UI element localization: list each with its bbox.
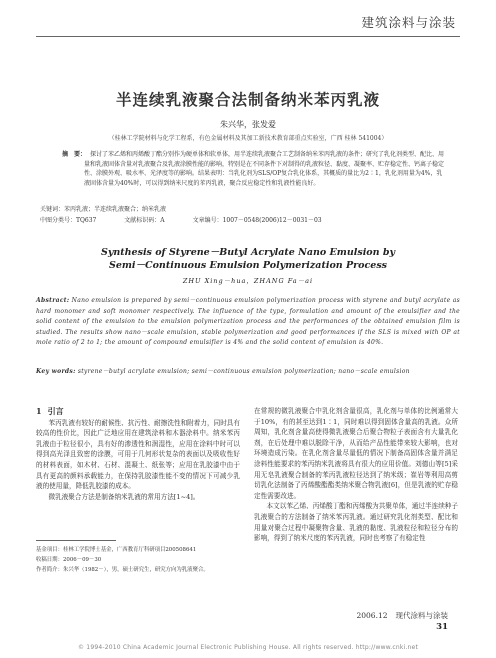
- article-number: 文章编号：1007－0548(2006)12－0031－03: [192, 217, 322, 224]
- keywords-cn-label: 关键词：: [40, 206, 65, 213]
- header-rule: [36, 36, 460, 37]
- clc-number: 中图分类号：TQ637: [40, 217, 97, 224]
- footnote-received: 收稿日期：2006－09－30: [36, 557, 102, 563]
- footnote: [36, 545, 240, 575]
- keywords-en-label: Key words:: [36, 368, 76, 375]
- abstract-en-text: Nano emulsion is prepared by semi－continuous emulsion polymerization process with styrene and butyl acrylate as hard monomer and soft monomer respectively. The influence of the type, formulation and amount of the emulsifier and the solid content of the emulsion to the emulsion polymerization process and the performances of the obtained emulsion film is studied. The results show nano－scale emulsion, stable polymerization and good performances if the SLS is mixed with OP at mole ratio of 2 to 1; the amount of compound emulsifier is 4% and the solid content of emulsion is 40%.: [36, 297, 460, 346]
- section-heading-intro: [36, 406, 240, 417]
- authors-en: ZHU Xing－hua，ZHANG Fa－ai: [182, 277, 314, 285]
- document-code: 文献标识码：A: [124, 217, 165, 224]
- paper-title-en-line2: Semi－Continuous Emulsion Polymerization Process: [108, 260, 388, 271]
- body-paragraph: 在常规的微乳液聚合中乳化剂含量很高，乳化剂与单体的比例通常大于10%，有的甚至达到1∶1，同时难以得到固体含量高的乳液。众所周知，乳化剂含量高使得微乳液聚合后聚合物粒子表面含有大量乳化剂，在后处理中难以脱除干净，从而给产品性能带来较大影响，也对环境造成污染。在乳化剂含量尽量低的情况下制备高固体含量并满足涂料性能要求的苯丙纳米乳液将具有很大的应用价值。刘德山等[5]采用无皂乳液聚合制备的苯丙乳液粒径达到了纳米级；崔岩等利用高剪切乳化法制备了丙烯酸酯酯类纳米聚合物乳液[6]，但是乳液的贮存稳定性需要改进。: [254, 407, 458, 500]
- classification-line: [40, 215, 348, 224]
- body-column-left: [36, 406, 240, 502]
- keywords-cn-text: 苯丙乳液；半连续乳液聚合；纳米乳液: [64, 206, 167, 213]
- body-paragraph: 微乳液聚合方法是制备纳米乳液的常用方法[1~4]。: [48, 492, 200, 501]
- copyright-line: © 1994-2010 China Academic Journal Electronic Publishing House. All rights reserved. http://www.cnki.net: [78, 644, 418, 651]
- journal-header: 建筑涂料与涂装: [361, 15, 456, 30]
- footer-issue: [348, 610, 448, 621]
- keywords-en: [36, 366, 460, 375]
- footer-journal-name: 现代涂料与涂装: [395, 611, 448, 620]
- section-number: 1: [36, 406, 42, 416]
- abstract-cn-label: 摘 要：: [62, 151, 87, 158]
- affiliation-cn: （桂林工学院材料与化学工程系，有色金属材料及其加工新技术教育部重点实验室，广西 桂林 541004）: [108, 135, 388, 142]
- page-number: 31: [436, 622, 448, 632]
- body-column-right: [254, 406, 458, 544]
- abstract-cn-text: 探讨了苯乙烯和丙烯酸丁酯分别作为硬单体和软单体，用半连续乳液聚合工艺制备纳米苯丙乳液的条件；研究了乳化剂类型、配比、用量和乳液固体含量对乳液聚合及乳液涂膜性能的影响，特别是在不同条件下对制得的乳液粒径、黏度、凝聚率、贮存稳定性、钙离子稳定性、涂膜外观、吸水率、光泽度等的影响。结果表明：当乳化剂为SLS/OP复合乳化体系，其概质的量比为2∶1，乳化剂用量为4%，乳液固体含量为40%时，可以得到纳米尺度的苯丙乳液，聚合反应稳定性和乳液性能良好。: [84, 151, 445, 187]
- paper-title-en: [0, 246, 496, 272]
- paper-title-cn: 半连续乳液聚合法制备纳米苯丙乳液: [115, 90, 380, 109]
- keywords-cn: [40, 204, 166, 213]
- footnote-author: 作者简介：朱兴华（1982－），男，硕士研究生，研究方向为乳液聚合。: [36, 567, 209, 573]
- paper-title-en-line1: Synthesis of Styrene－Butyl Acrylate Nano Emulsion by: [100, 247, 396, 258]
- abstract-en: [36, 296, 460, 349]
- footnote-fund: 基金项目：桂林工学院博士基金，广西教育厅科研项目200508641: [36, 547, 197, 553]
- footer-issue-date: 2006.12: [356, 611, 388, 620]
- abstract-cn: [62, 150, 446, 188]
- authors-cn: 朱兴华，张发爱: [220, 120, 276, 129]
- abstract-en-label: Abstract:: [36, 297, 70, 304]
- section-title: 引言: [47, 406, 64, 416]
- body-paragraph: 苯丙乳液有较好的耐候性、抗污性、耐擦洗性和附着力，同时具有较高的性价比，因此广泛地应用在建筑涂料和木器涂料中。纳米苯丙乳液由于粒径很小，具有好的渗透性和润湿性，应用在涂料中时可以得到高光泽且致密的涂膜，可用于几何形状复杂的表面以及吸收性好的材料表面，如木材、石材、混凝土、纸张等；应用在乳胶漆中由于具有更高的颜料承载能力，在保持乳胶漆性能不变的情况下可减少乳液的使用量，降低乳胶漆的成本。: [36, 418, 240, 491]
- keywords-en-text: styrene－butyl acrylate emulsion; semi－continuous emulsion polymerization; nano－scale emulsion: [77, 368, 410, 375]
- footnote-rule: [36, 540, 116, 541]
- body-paragraph: 本文以苯乙烯、丙烯酸丁酯和丙烯酸为共聚单体，通过半连续种子乳液聚合的方法制备了纳米苯丙乳液。通过研究乳化剂类型、配比和用量对聚合过程中凝聚物含量、乳液的黏度、乳液粒径和粒径分布的影响，得到了纳米尺度的苯丙乳液，同时也考察了有稳定性: [254, 502, 458, 543]
